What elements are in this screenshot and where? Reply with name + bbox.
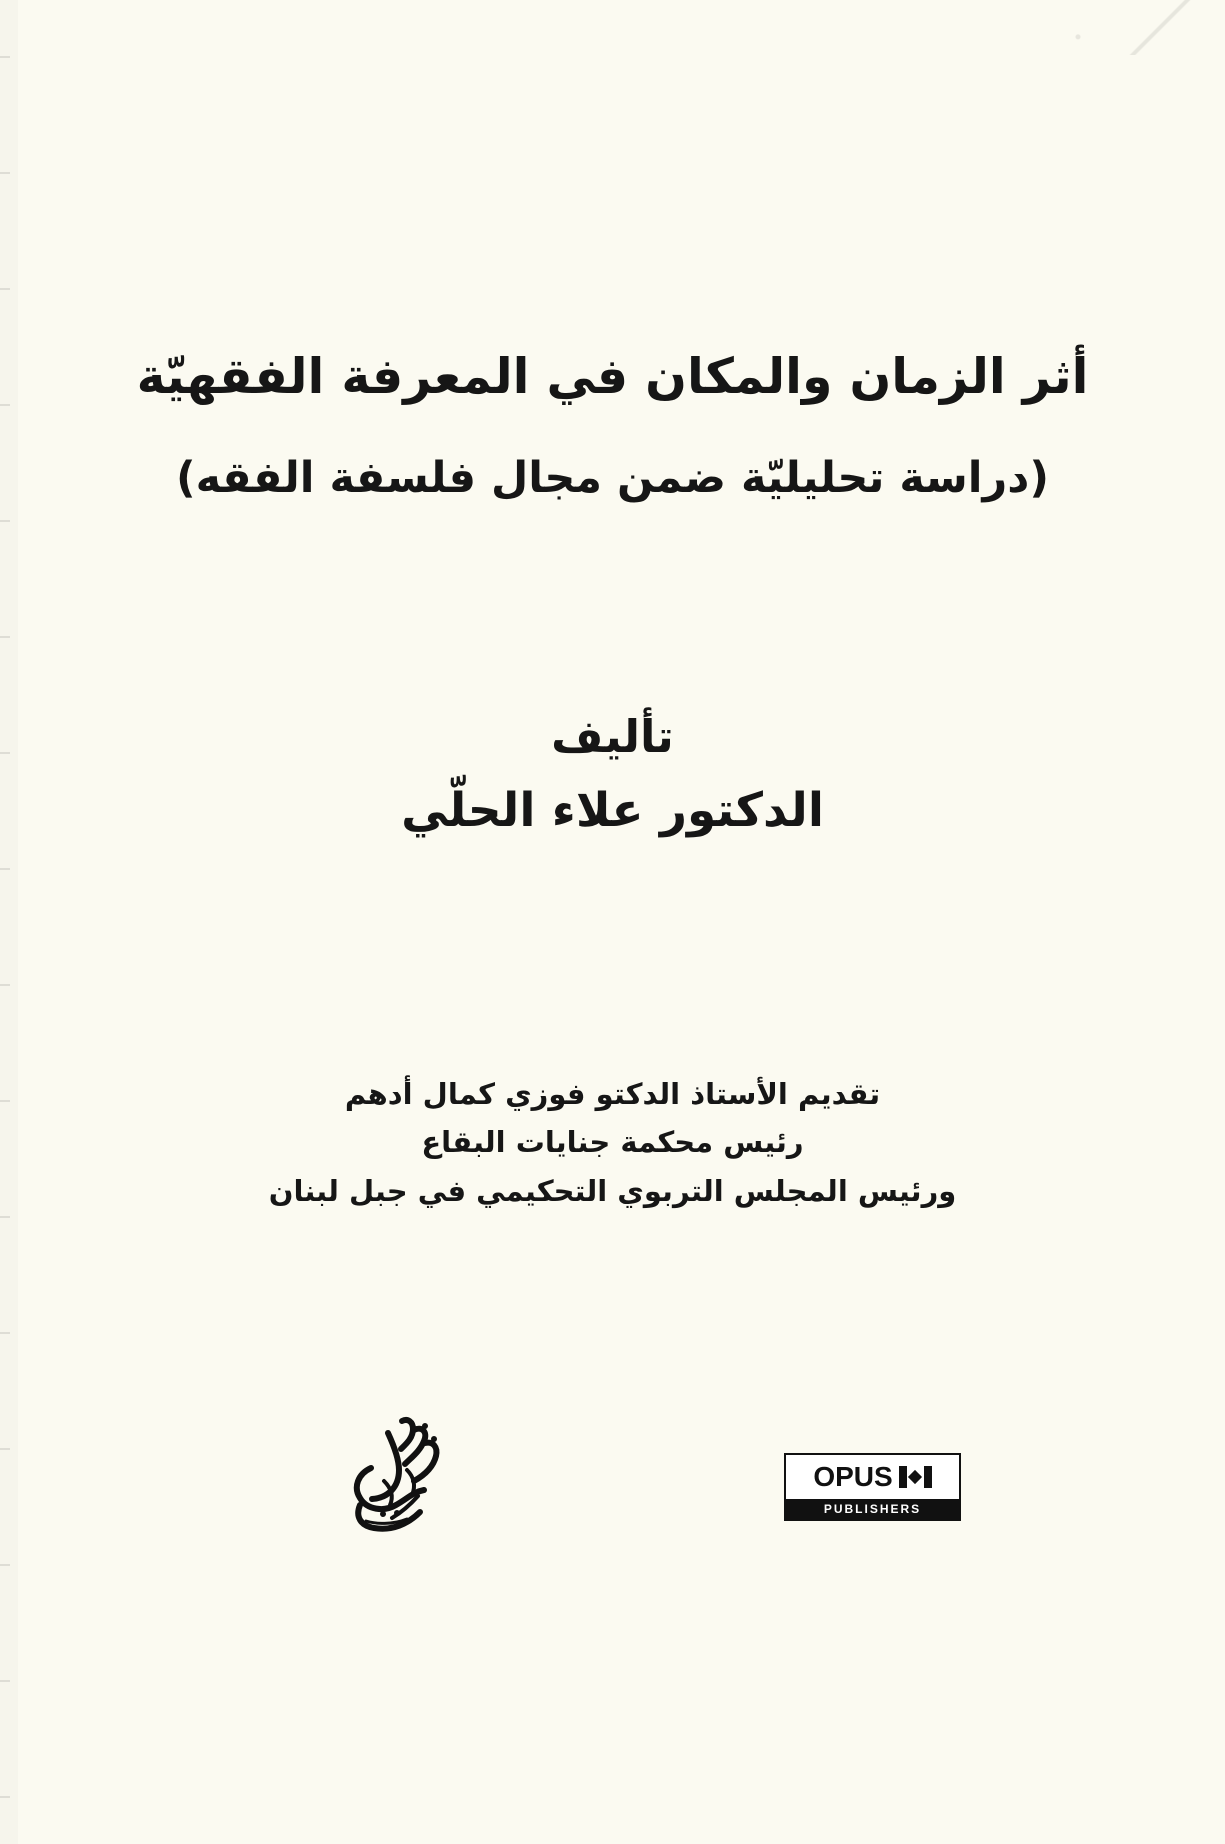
flag-right-band: [924, 1466, 932, 1488]
publishers-label: PUBLISHERS: [786, 1499, 959, 1519]
author-name: الدكتور علاء الحلّي: [401, 783, 824, 838]
flag-left-band: [899, 1466, 907, 1488]
opus-publishers-logo: [784, 1453, 961, 1521]
introduction-line-1: تقديم الأستاذ الدكتو فوزي كمال أدهم: [344, 1077, 881, 1111]
binding-edge-marks: [0, 0, 10, 1844]
introduction-line-3: ورئيس المجلس التربوي التحكيمي في جبل لبنان: [268, 1174, 957, 1208]
opus-logo-text: OPUS: [813, 1461, 893, 1492]
maple-leaf-icon: [908, 1470, 922, 1484]
opus-logo-top: [786, 1455, 959, 1501]
book-title: أثر الزمان والمكان في المعرفة الفقهيّة: [136, 348, 1089, 405]
paper-crease-mark: [1095, 0, 1225, 55]
calligraphic-logo-icon: [336, 1410, 454, 1536]
author-label: تأليف: [551, 710, 674, 763]
book-subtitle: (دراسة تحليليّة ضمن مجال فلسفة الفقه): [176, 453, 1049, 503]
introduction-line-2: رئيس محكمة جنايات البقاع: [421, 1125, 804, 1159]
flag-center: [907, 1466, 924, 1488]
flag-icon: [899, 1466, 932, 1488]
